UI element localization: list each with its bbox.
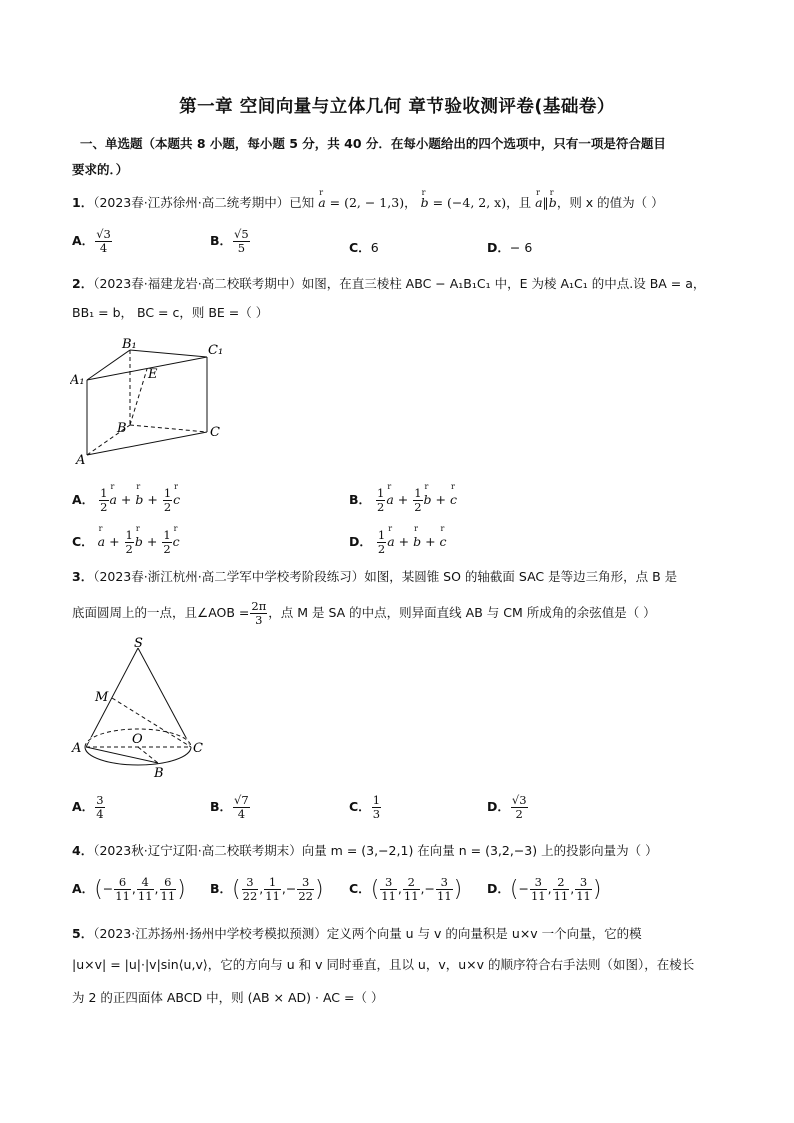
question-5-line3: 为 2 的正四面体 ABCD 中，则 (AB × AD) · AC =（ ） bbox=[72, 990, 384, 1005]
label-A1: A₁ bbox=[70, 373, 85, 388]
label-E: E bbox=[148, 367, 158, 382]
question-3-line1: 3．（2023春·浙江杭州·高二学军中学校考阶段练习）如图，某圆锥 SO 的轴截面 SAC 是等边三角形，点 B 是 bbox=[72, 569, 678, 584]
q1-tail: ，则 x 的值为（ ） bbox=[556, 195, 664, 210]
label-M: M bbox=[95, 690, 109, 705]
label-B: B bbox=[154, 766, 164, 781]
label-A: A bbox=[76, 453, 86, 467]
q1-source: （2023春·江苏徐州·高二统考期中）已知 bbox=[93, 195, 315, 210]
q3-option-a: A． $\frac{3}{4}$ bbox=[72, 793, 104, 821]
label-B1: B₁ bbox=[122, 337, 137, 352]
label-C1: C₁ bbox=[208, 343, 224, 358]
question-2-line2: BB₁ = b， BC = c，则 BE =（ ） bbox=[72, 305, 269, 320]
q4-option-b: B．( $\frac{3}{22}$ , $\frac{1}{11}$ ,− $\frac{3}{22}$ ) bbox=[210, 875, 324, 903]
q2-option-c: C． r a + $\frac{1}{2}$ r b + $\frac{1}{2}$ r c bbox=[72, 529, 180, 556]
q2-prism-figure bbox=[70, 332, 240, 467]
label-C: C bbox=[210, 425, 220, 440]
q3-option-b: B． $\frac{√7}{4}$ bbox=[210, 793, 249, 821]
q4-option-c: C．( $\frac{3}{11}$ , $\frac{2}{11}$ ,− $\frac{3}{11}$ ) bbox=[349, 875, 463, 903]
label-B: B bbox=[117, 421, 127, 436]
q1-b-value: = (−4, 2, x) bbox=[432, 195, 507, 210]
question-1: 1．（2023春·江苏徐州·高二统考期中）已知 r a = (2, − 1,3)， r b = (−4, 2, x)，且 r a∥r b，则 x 的值为（ ） bbox=[72, 194, 664, 212]
question-4: 4．（2023秋·辽宁辽阳·高二校联考期末）向量 m = (3,−2,1) 在向量 n = (3,2,−3) 上的投影向量为（ ） bbox=[72, 843, 658, 858]
q3-cone-figure bbox=[68, 636, 218, 786]
q1-number: 1． bbox=[72, 195, 94, 210]
question-3-line2: 底面圆周上的一点，且∠AOB = $\frac{2\pi}{3}$ ，点 M 是 SA 的中点，则异面直线 AB 与 CM 所成角的余弦值是（ ） bbox=[72, 599, 656, 627]
q1-a-value: = (2, − 1,3) bbox=[329, 195, 405, 210]
q1-option-a: A． $\frac{√3}{4}$ bbox=[72, 227, 111, 255]
section-heading-line2: 要求的．） bbox=[72, 162, 129, 177]
q1-cond: ，且 bbox=[506, 195, 532, 210]
q3-option-d: D． $\frac{√3}{2}$ bbox=[487, 793, 527, 821]
question-5-line2: |u×v| = |u|·|v|sin⟨u,v⟩，它的方向与 u 和 v 同时垂直，且以 u，v，u×v 的顺序符合右手法则（如图），在棱长 bbox=[72, 957, 695, 972]
q1-option-b: B． $\frac{√5}{5}$ bbox=[210, 227, 249, 255]
section-heading-line1: 一、单选题（本题共 8 小题，每小题 5 分，共 40 分．在每小题给出的四个选项中，只有一项是符合题目 bbox=[80, 136, 666, 151]
q1-option-d: D．− 6 bbox=[487, 240, 533, 255]
q3-option-c: C． $\frac{1}{3}$ bbox=[349, 793, 381, 821]
question-5-line1: 5．（2023·江苏扬州·扬州中学校考模拟预测）定义两个向量 u 与 v 的向量积是 u×v 一个向量，它的模 bbox=[72, 926, 642, 941]
label-S: S bbox=[134, 636, 143, 651]
label-A: A bbox=[72, 741, 82, 756]
q2-option-d: D． $\frac{1}{2}$ r a + r b + r c bbox=[349, 529, 447, 556]
q1-parallel: ∥ bbox=[542, 195, 549, 210]
q4-option-d: D．(− $\frac{3}{11}$ , $\frac{2}{11}$ , $\frac{3}{11}$ ) bbox=[487, 875, 602, 903]
page-title: 第一章 空间向量与立体几何 章节验收测评卷(基础卷） bbox=[179, 97, 615, 117]
q2-option-a: A． $\frac{1}{2}$ r a + r b + $\frac{1}{2}$ r c bbox=[72, 487, 180, 514]
q1-option-c: C．6 bbox=[349, 240, 379, 255]
q4-option-a: A．(− $\frac{6}{11}$ , $\frac{4}{11}$ , $\frac{6}{11}$ ) bbox=[72, 875, 186, 903]
q2-option-b: B． $\frac{1}{2}$ r a + $\frac{1}{2}$ r b + r c bbox=[349, 487, 457, 514]
label-O: O bbox=[132, 732, 143, 747]
question-2-line1: 2．（2023春·福建龙岩·高二校联考期中）如图，在直三棱柱 ABC − A₁B₁C₁ 中，E 为棱 A₁C₁ 的中点.设 BA = a， bbox=[72, 276, 706, 291]
label-C: C bbox=[193, 741, 203, 756]
